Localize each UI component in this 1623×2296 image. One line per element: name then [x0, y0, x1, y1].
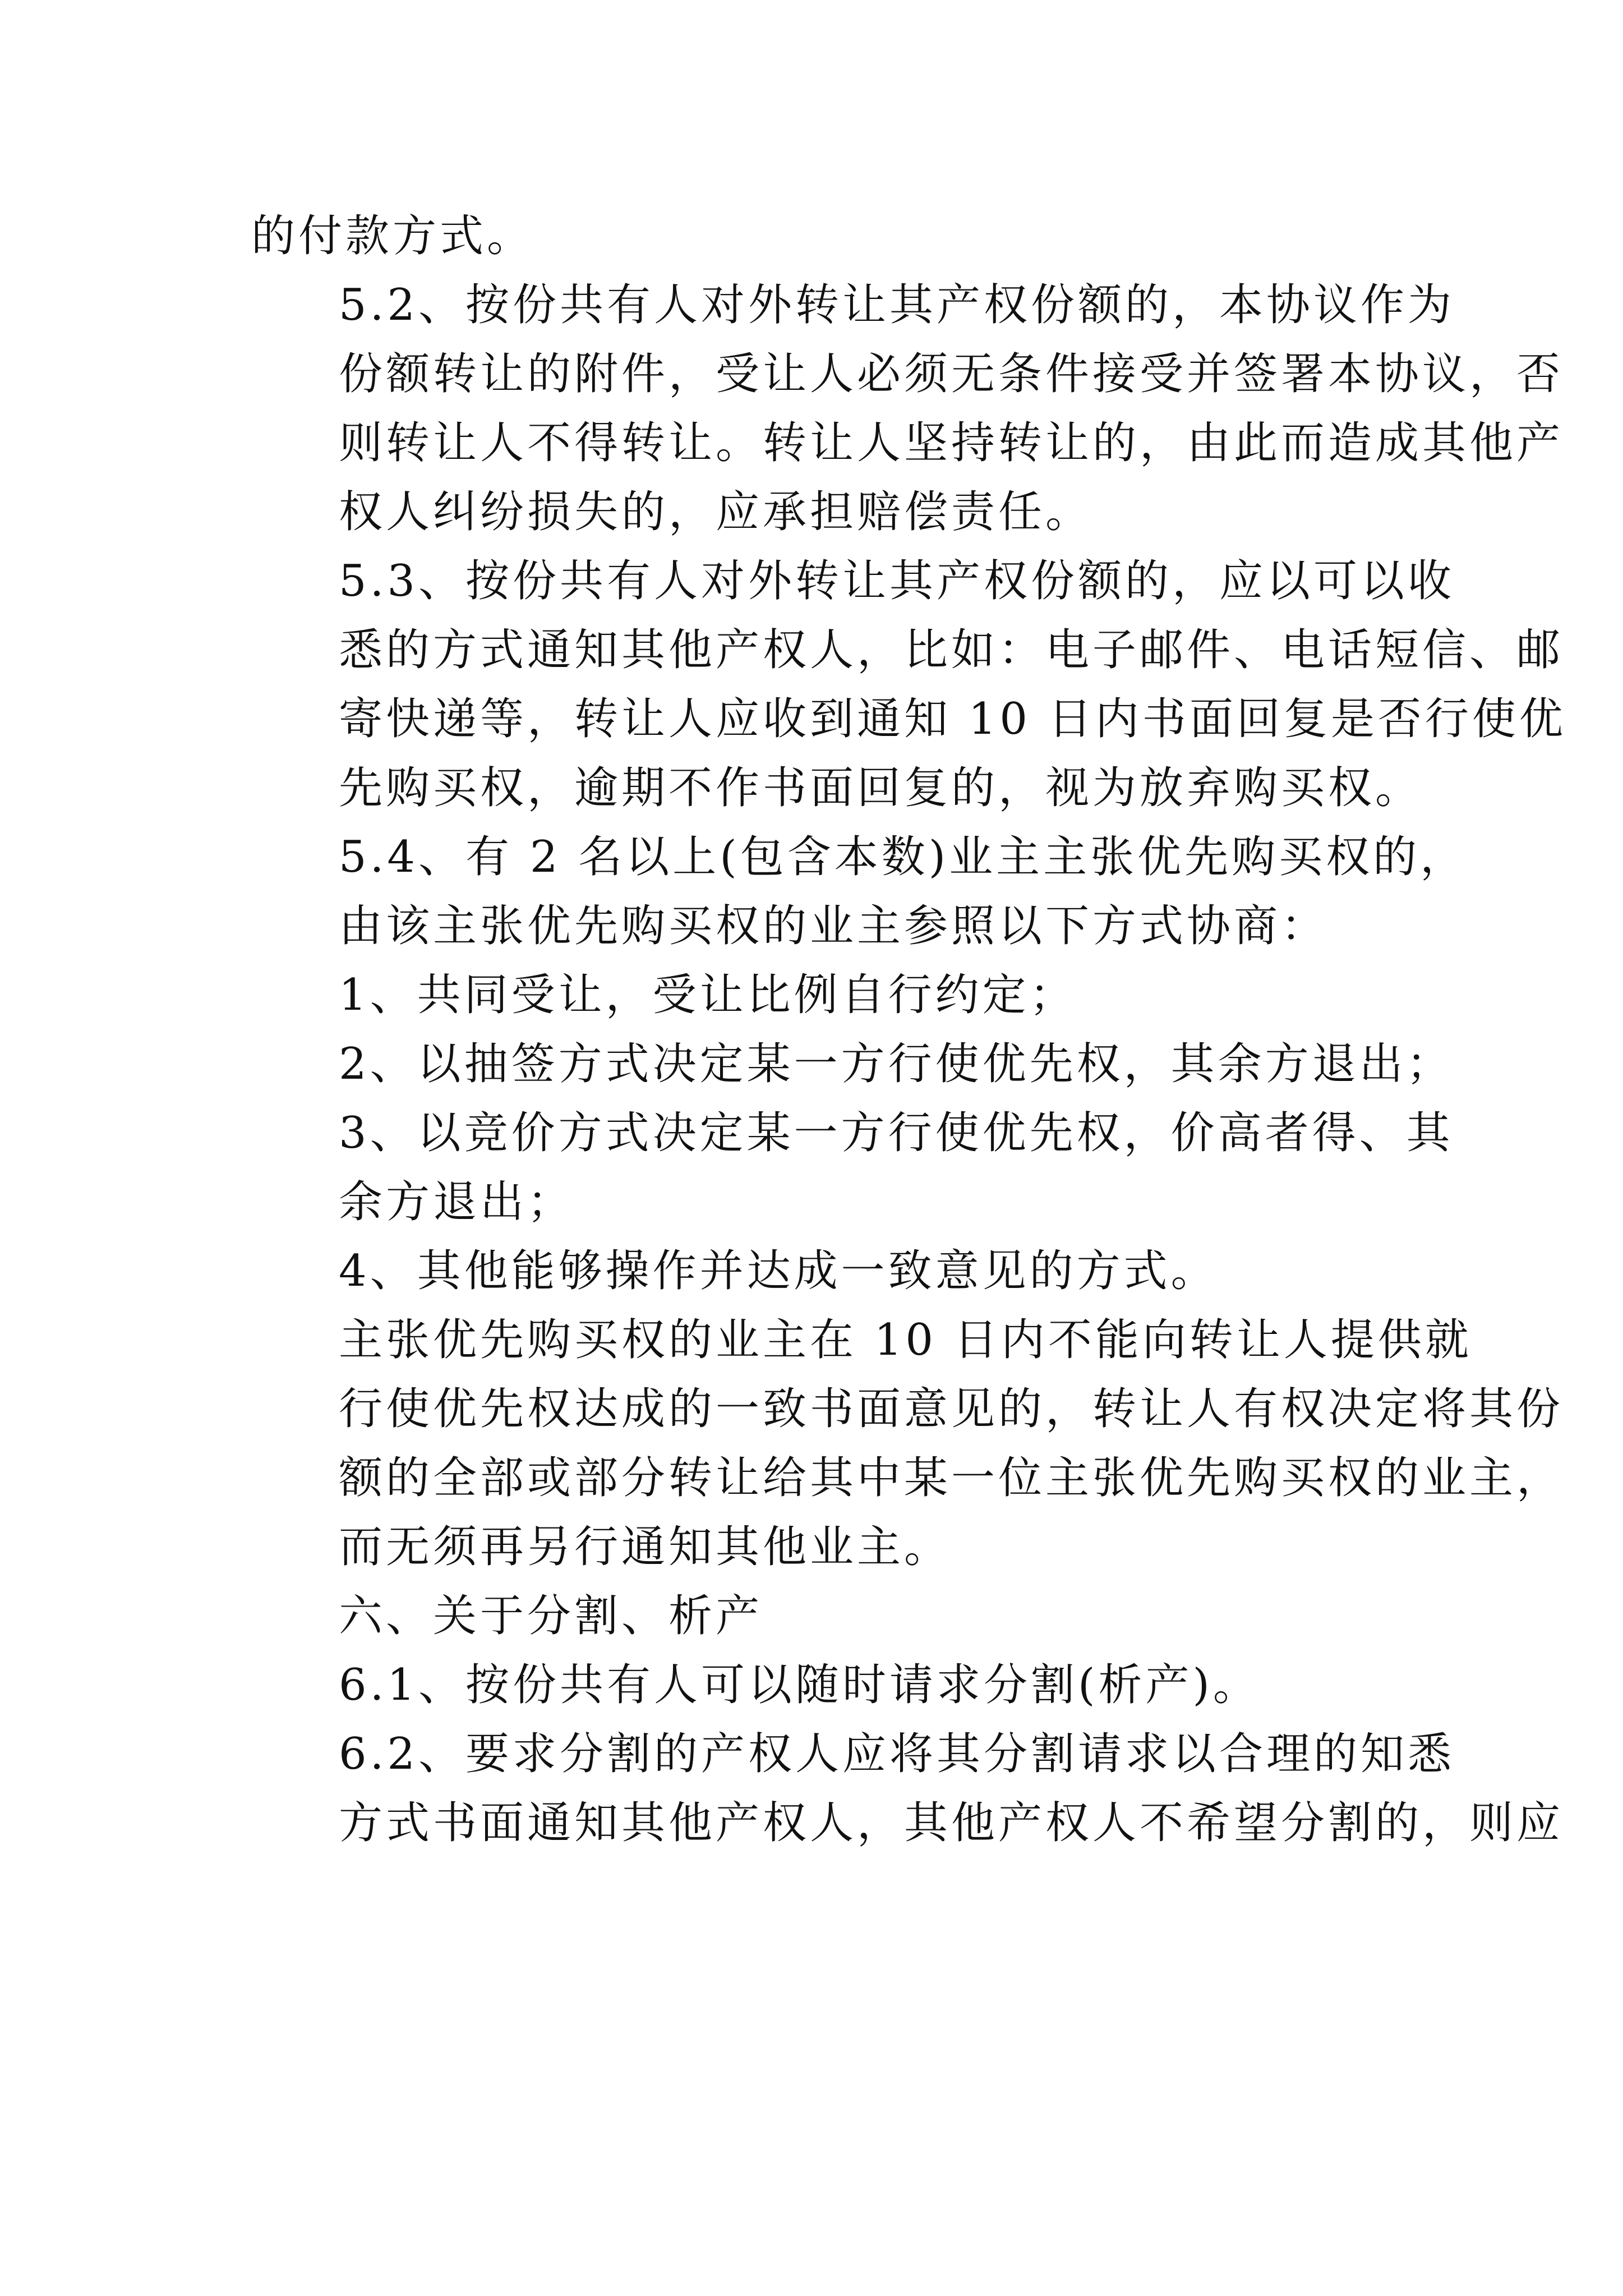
text-line: 4、其他能够操作并达成一致意见的方式。 [339, 1246, 1218, 1296]
paragraph-priority-purchase [251, 1306, 1564, 1582]
text-line: 则转让人不得转让。转让人坚持转让的，由此而造成其他产 [339, 418, 1564, 468]
text-line: 由该主张优先购买权的业主参照以下方式协商： [339, 901, 1329, 951]
paragraph-clause-6-1 [251, 1651, 1384, 1720]
text-line: 主张优先购买权的业主在 10 日内不能向转让人提供就 [339, 1315, 1472, 1365]
text-line: 方式书面通知其他产权人，其他产权人不希望分割的，则应 [339, 1798, 1564, 1848]
list-item-option-1 [251, 961, 1384, 1030]
text-line: 2、以抽签方式决定某一方行使优先权，其余方退出； [339, 1039, 1454, 1089]
text-line: 5.2、按份共有人对外转让其产权份额的，本协议作为 [339, 280, 1455, 330]
text-line: 而无须再另行通知其他业主。 [339, 1522, 952, 1572]
text-line: 悉的方式通知其他产权人，比如：电子邮件、电话短信、邮 [339, 625, 1564, 675]
text-line: 6.1、按份共有人可以随时请求分割(析产)。 [339, 1660, 1260, 1710]
text-line: 3、以竞价方式决定某一方行使优先权，价高者得、其 [339, 1108, 1454, 1158]
text-line: 1、共同受让，受让比例自行约定； [339, 970, 1077, 1020]
paragraph-payment-method-end [251, 202, 1384, 271]
text-line: 余方退出； [339, 1177, 575, 1227]
text-line: 份额转让的附件，受让人必须无条件接受并签署本协议，否 [339, 349, 1564, 399]
text-line: 行使优先权达成的一致书面意见的，转让人有权决定将其份 [339, 1384, 1564, 1434]
list-item-option-2 [251, 1030, 1454, 1099]
section-heading-6 [251, 1582, 1384, 1651]
text-line: 6.2、要求分割的产权人应将其分割请求以合理的知悉 [339, 1729, 1455, 1779]
paragraph-clause-5-3 [251, 547, 1566, 823]
text-line: 5.3、按份共有人对外转让其产权份额的，应以可以收 [339, 556, 1455, 606]
text-line: 寄快递等，转让人应收到通知 10 日内书面回复是否行使优 [339, 694, 1566, 744]
text-line: 的付款方式。 [251, 211, 534, 261]
text-line: 额的全部或部分转让给其中某一位主张优先购买权的业主， [339, 1453, 1564, 1503]
text-line: 5.4、有 2 名以上(包含本数)业主主张优先购买权的， [339, 832, 1468, 882]
text-line: 六、关于分割、析产 [339, 1591, 763, 1641]
list-item-option-4 [251, 1237, 1384, 1306]
paragraph-clause-6-2 [251, 1720, 1564, 1858]
document-body [251, 202, 1566, 1858]
list-item-option-3 [251, 1099, 1454, 1237]
paragraph-clause-5-4 [251, 823, 1468, 961]
text-line: 权人纠纷损失的，应承担赔偿责任。 [339, 487, 1093, 537]
paragraph-clause-5-2 [251, 271, 1564, 547]
text-line: 先购买权，逾期不作书面回复的，视为放弃购买权。 [339, 763, 1423, 813]
